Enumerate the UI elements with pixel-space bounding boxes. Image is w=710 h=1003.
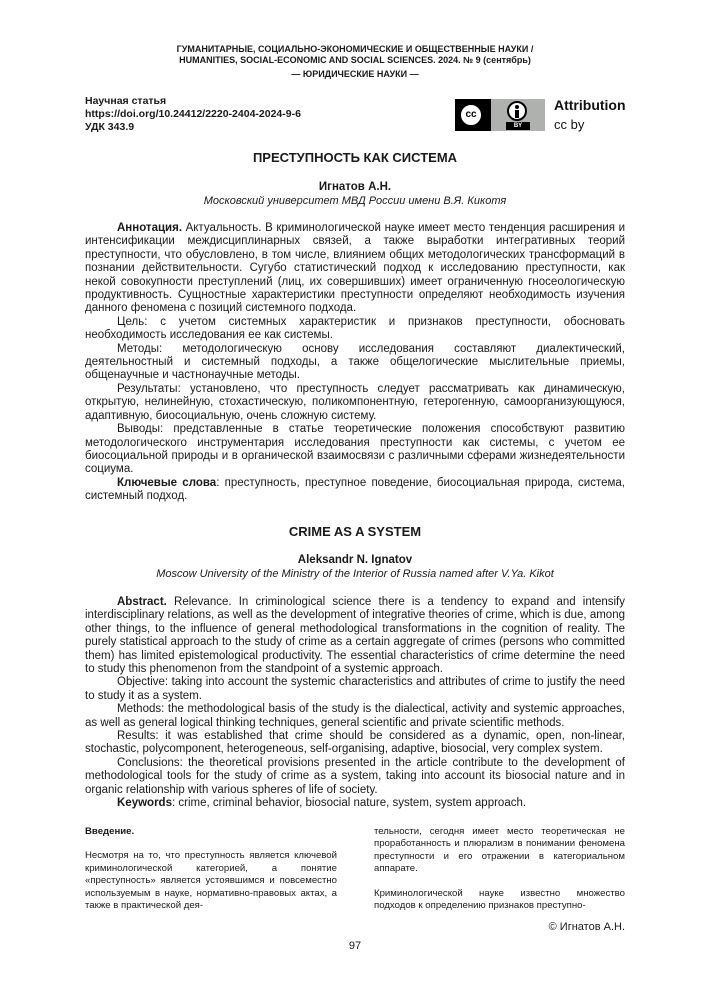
- abstract-text-en: Relevance. In criminological science there is a tendency to expand and intensify interdisciplinary relations, as well as the development of integrative theories of crime, which is due, among other things, to the influence of general methodological transformations in the cognition of reality. The purely statistical approach to the study of crime as a certain aggregate of crimes (persons who committed them) has limited epistemological productivity. The essential characteristics of crime determine the need to study this phenomenon from the standpoint of a systemic approach.: [85, 596, 625, 676]
- results-ru: Результаты: установлено, что преступность следует рассматривать как динамическую, открытую, нелинейную, стохастическую, поликомпонентную, гетерогенную, самоорганизующуюся, адаптивную, биосоциальную, очень сложную систему.: [85, 382, 625, 422]
- author-en: Aleksandr N. Ignatov: [297, 554, 413, 566]
- goal-ru: Цель: с учетом системных характеристик и признаков преступности, обосновать необходимость исследования ее как системы.: [85, 315, 625, 342]
- intro-heading: Введение.: [85, 826, 135, 837]
- keywords-ru: : преступность, преступное поведение, биосоциальная природа, система, системный подход.: [85, 476, 625, 503]
- conclusions-ru: Выводы: представленные в статье теоретические положения способствуют развитию методологического инструментария исследования преступности как системы, с учетом ее биосоциальной природы и в органической взаимосвязи с различными сферами жизнедеятельности социума.: [85, 423, 625, 476]
- by-label: BY: [506, 122, 530, 130]
- abstract-ru: [85, 222, 625, 504]
- keywords-label-ru: Ключевые слова: [117, 476, 217, 489]
- page-number: 97: [348, 940, 362, 952]
- abstract-label-en: Abstract.: [117, 596, 167, 608]
- license-ccby: cc by: [554, 117, 585, 132]
- intro-paragraph: Несмотря на то, что преступность является ключевой криминологической категорией, а понятие «преступность» является устоявшимся и повсеместно используемым в науке, нормативно-правовых актах, а также в практической дея-: [85, 850, 337, 912]
- affiliation-en: Moscow University of the Ministry of the Interior of Russia named after V.Ya. Kikot: [156, 568, 554, 580]
- abstract-text-ru: Актуальность. В криминологической науке имеет место тенденция расширения и интенсификации междисциплинарных связей, а также выработки интегративных теорий преступности, что обусловлено, в том числе, влиянием общих методологических трансформаций в познании действительности. Сугубо статистический подход к исследованию преступности, как некой совокупности преступлений (лиц, их совершивших) имеет ограниченную гносеологическую продуктивность. Сущностные характеристики преступности определяют необходимость изучения данного феномена с позиций системного подхода.: [85, 222, 625, 315]
- title-en: CRIME AS A SYSTEM: [288, 524, 422, 539]
- right-paragraph-1: тельности, сегодня имеет место теоретическая не проработанность и плюрализм в понимании феномена преступности и его отражении в категориальном аппарате.: [374, 826, 625, 875]
- body-right-column: [374, 826, 625, 912]
- abstract-en: [85, 596, 625, 811]
- keywords-label-en: Keywords: [117, 797, 172, 810]
- section-name: — ЮРИДИЧЕСКИЕ НАУКИ —: [291, 69, 419, 79]
- license-attribution: Attribution: [554, 97, 626, 113]
- doi-link[interactable]: https://doi.org/10.24412/2220-2404-2024-9-6: [85, 108, 301, 120]
- cc-logo-icon: cc: [459, 103, 483, 127]
- person-icon: [507, 101, 527, 121]
- journal-title-ru: ГУМАНИТАРНЫЕ, СОЦИАЛЬНО-ЭКОНОМИЧЕСКИЕ И ОБЩЕСТВЕННЫЕ НАУКИ /: [176, 44, 534, 54]
- objective-en: Objective: taking into account the systemic characteristics and attributes of crime to justify the need to study it as a system.: [85, 676, 625, 702]
- right-paragraph-2: Криминологической науке известно множество подходов к определению признаков преступно-: [374, 887, 625, 912]
- article-type: Научная статья: [85, 95, 167, 107]
- title-ru: ПРЕСТУПНОСТЬ КАК СИСТЕМА: [252, 150, 458, 165]
- methods-ru: Методы: методологическую основу исследования составляют диалектический, деятельностный и системный подходы, а также общелогические мыслительные приемы, общенаучные и частнонаучные методы.: [85, 342, 625, 382]
- conclusions-en: Conclusions: the theoretical provisions presented in the article contribute to the development of methodological tools for the study of crime as a system, taking into account its biosocial nature and in organic relationship with various spheres of life of society.: [85, 756, 625, 796]
- udk-code: УДК 343.9: [85, 121, 135, 133]
- journal-title-en: HUMANITIES, SOCIAL-ECONOMIC AND SOCIAL SCIENCES. 2024. № 9 (сентябрь): [179, 55, 531, 65]
- affiliation-ru: Московский университет МВД России имени В.Я. Кикотя: [203, 195, 507, 207]
- abstract-label-ru: Аннотация.: [117, 222, 183, 234]
- methods-en: Methods: the methodological basis of the study is the dialectical, activity and systemic approaches, as well as general logical thinking techniques, general scientific and private scientific methods.: [85, 703, 625, 729]
- cc-by-badge[interactable]: [455, 99, 545, 131]
- body-left-column: [85, 826, 337, 912]
- author-ru: Игнатов А.Н.: [318, 181, 392, 193]
- copyright: © Игнатов А.Н.: [548, 921, 625, 933]
- keywords-en: : crime, criminal behavior, biosocial nature, system, system approach.: [171, 797, 527, 810]
- results-en: Results: it was established that crime should be considered as a dynamic, open, non-linear, stochastic, polycomponent, heterogeneous, self-organising, adaptive, biosocial, very complex system.: [85, 730, 625, 756]
